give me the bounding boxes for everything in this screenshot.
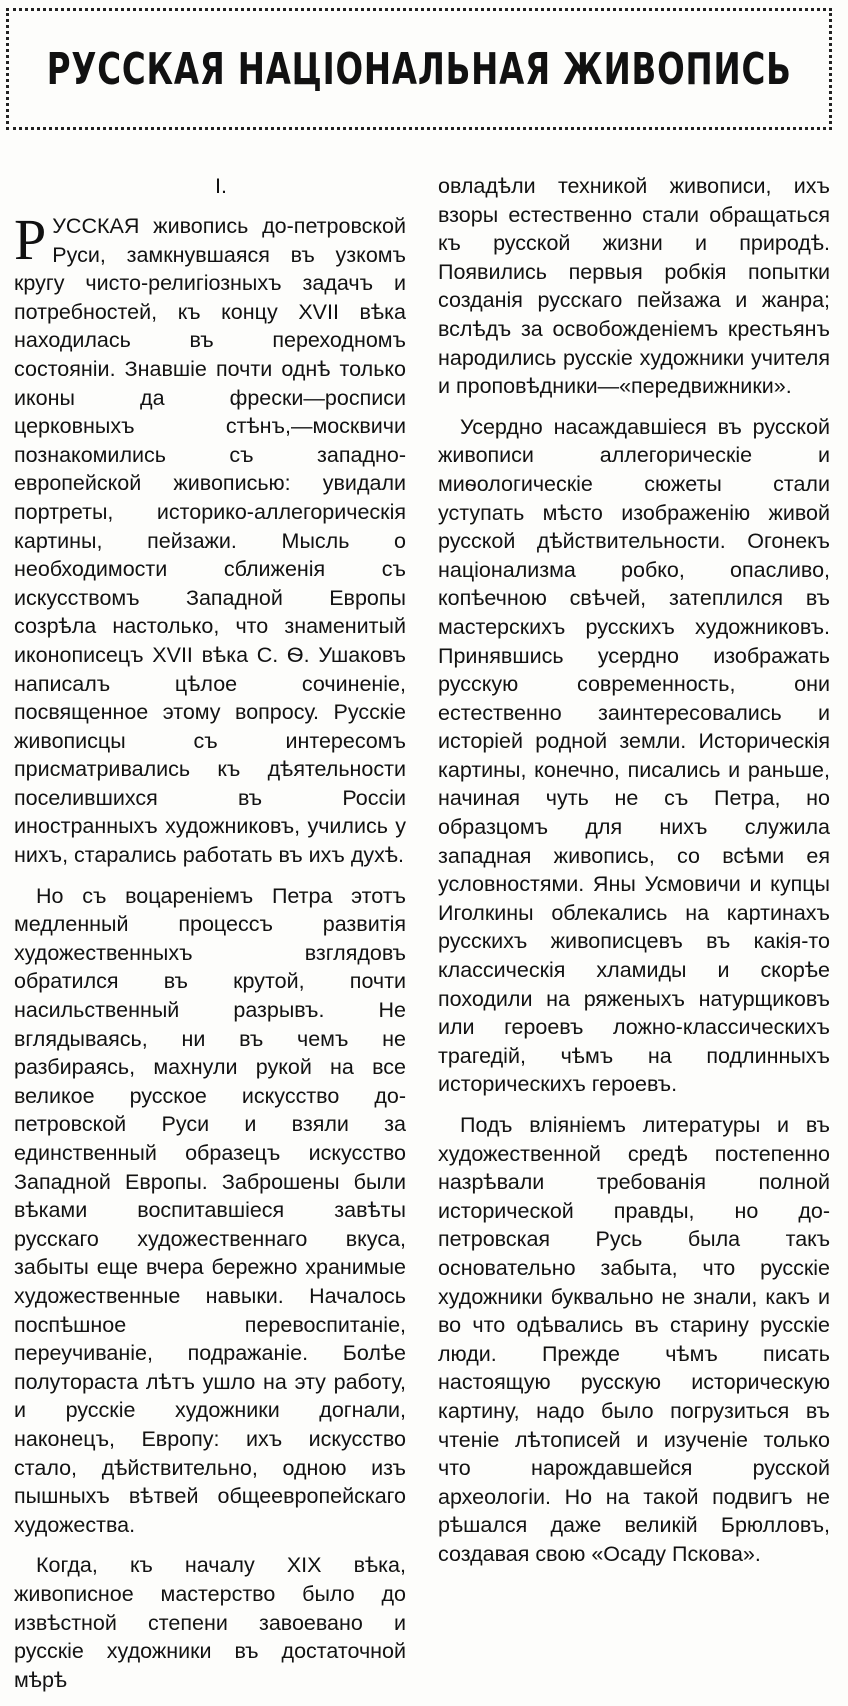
left-column [14, 172, 406, 1706]
paragraph-1 [14, 207, 406, 870]
paragraph-4: Усердно насаждавшiеся въ русской живописи аллегорическiе и миѳологическiе сюжеты стали уступать мѣсто изображенiю живой русской дѣйствительности. Огонекъ нацiонализма робко, опасливо, копѣечною свѣчей, затеплился въ мастерскихъ русскихъ художниковъ. Принявшись усердно изображать русскую современность, они естественно заинтересовались и исторiей родной земли. Историческiя картины, конечно, писались и раньше, начиная чуть не съ Петра, но образцомъ для нихъ служила западная живопись, со всѣми ея условностями. Яны Усмовичи и купцы Иголкины облекались на картинахъ русскихъ живописцевъ въ какiя-то классическiя хламиды и скорѣе походили на ряженыхъ натурщиковъ или героевъ ложно-классическихъ трагедiй, чѣмъ на подлинныхъ историческихъ героевъ. [438, 414, 830, 1097]
paragraph-5: Подъ влiянiемъ литературы и въ художественной средѣ постепенно назрѣвали требованiя полной исторической правды, но до-петровская Русь была такъ основательно забыта, что русскiе художники буквально не знали, какъ и во что одѣвались въ старину русскiе люди. Прежде чѣмъ писать настоящую русскую историческую картину, надо было погрузиться въ чтенiе лѣтописей и изученiе только что нарождавшейся русской археологiи. Но на такой подвигъ не рѣшался даже великiй Брюлловъ, создавая свою «Осаду Пскова». [438, 1113, 830, 1566]
paragraph-1-text: УССКАЯ живопись до-петровской Руси, замкнувшаяся въ узкомъ кругу чисто-религiозныхъ задачъ и потребностей, къ концу XVII вѣка находилась въ переходномъ состоянiи. Знавшiе почти однѣ только иконы да фрески—росписи церковныхъ стѣнъ,—москвичи познакомились съ западно-европейской живописью: увидали портреты, историко-аллегорическiя картины, пейзажи. Мысль о необходимости сближенiя съ искусствомъ Западной Европы созрѣла настолько, что знаменитый иконописецъ XVII вѣка С. Ѳ. Ушаковъ написалъ цѣлое сочиненiе, посвященное этому вопросу. Русскiе живописцы съ интересомъ присматривались къ дѣятельности поселившихся въ Россiи иностранныхъ художниковъ, учились у нихъ, старались работать въ ихъ духѣ. [14, 214, 406, 868]
section-number: I. [215, 174, 227, 198]
page-title: РУССКАЯ НАЦIОНАЛЬНАЯ ЖИВОПИСЬ [46, 43, 792, 95]
paragraph-2: Но съ воцаренiемъ Петра этотъ медленный процессъ развитiя художественныхъ взглядовъ обратился въ крутой, почти насильственный разрывъ. Не вглядываясь, ни въ чемъ не разбираясь, махнули рукой на все великое русское искусство до-петровской Руси и взяли за единственный образецъ искусство Западной Европы. Заброшены были вѣками воспитавшiеся завѣты русскаго художественнаго вкуса, забыты еще вчера бережно хранимые художественные навыки. Началось поспѣшное перевоспитанiе, переучиванiе, подражанiе. Болѣе полутораста лѣтъ ушло на эту работу, и русскiе художники догнали, наконецъ, Европу: ихъ искусство стало, дѣйствительно, одною изъ пышныхъ вѣтвей общеевропейскаго художества. [14, 883, 406, 1537]
paragraph-3-continued: овладѣли техникой живописи, ихъ взоры естественно стали обращаться къ русской жизни и природѣ. Появились первыя робкiя попытки созданiя русскаго пейзажа и жанра; вслѣдъ за освобожденiемъ крестьянъ народились русскiе художники учителя и проповѣдники—«передвижники». [438, 174, 830, 399]
title-frame [6, 8, 832, 130]
drop-cap: Р [14, 207, 47, 272]
paragraph-3: Когда, къ началу XIX вѣка, живописное мастерство было до извѣстной степени завоевано и русскiе художники въ достаточной мѣрѣ [14, 1553, 406, 1692]
right-column [438, 172, 830, 1581]
